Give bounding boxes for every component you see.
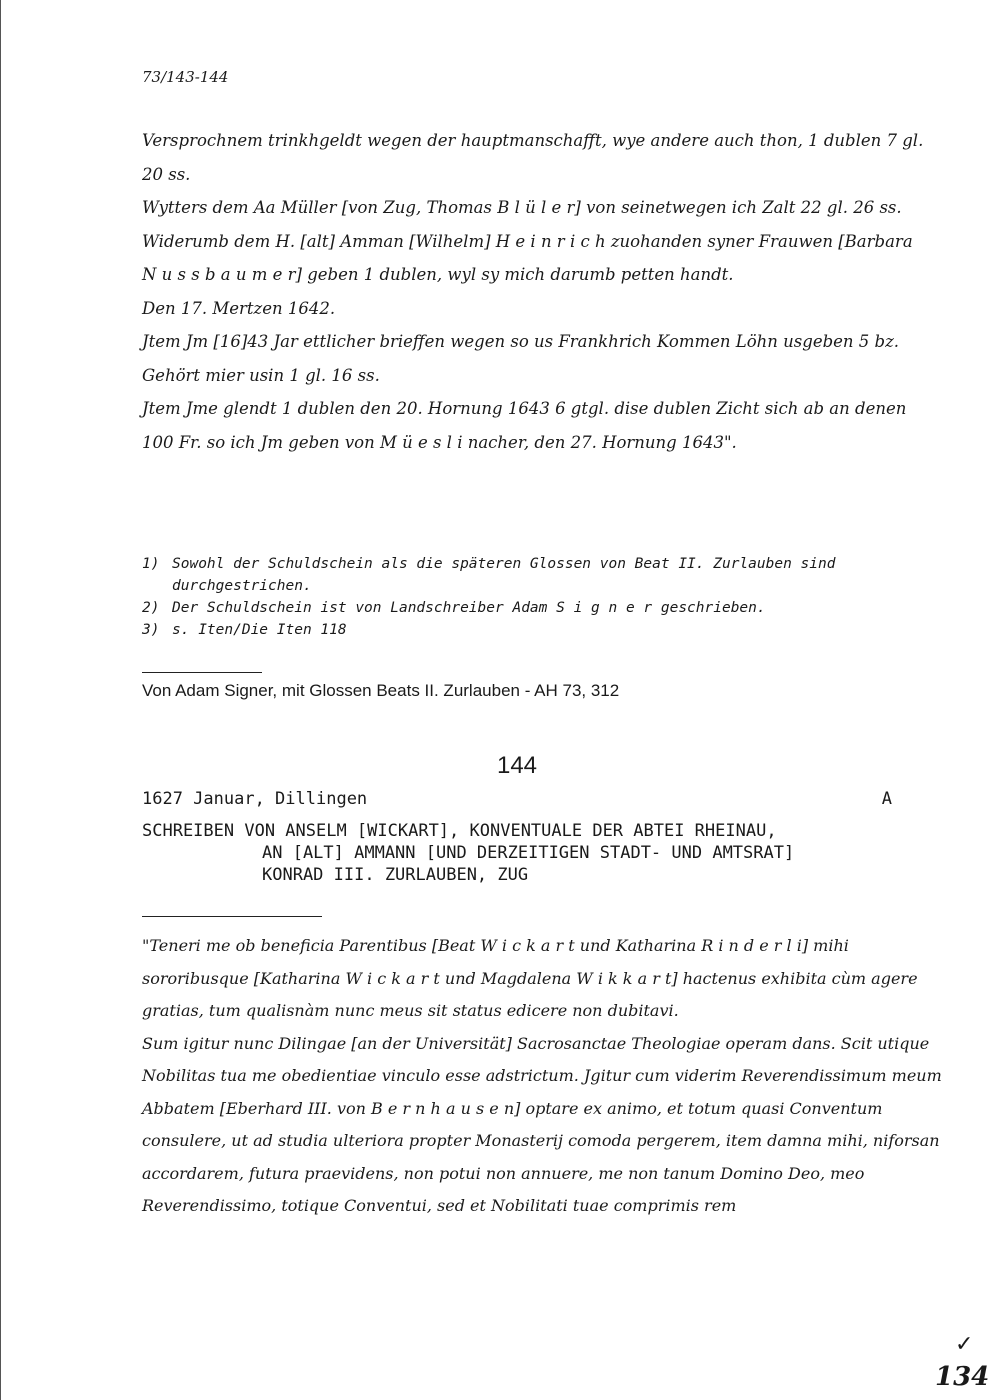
german-paragraph: Wytters dem Aa Müller [von Zug, Thomas B l ü l e r] von seinetwegen ich Zalt 22 gl. 26 ss. bbox=[142, 198, 902, 217]
heading-line: AN [ALT] AMMANN [UND DERZEITIGEN STADT- UND AMTSRAT] bbox=[262, 843, 795, 863]
footnote-number: 1) bbox=[142, 556, 160, 572]
footnotes bbox=[142, 553, 932, 641]
separator-rule bbox=[142, 672, 262, 673]
german-text-block bbox=[142, 124, 932, 459]
german-paragraph: Jtem Jme glendt 1 dublen den 20. Hornung 1643 6 gtgl. dise dublen Zicht sich ab an denen 100 Fr. so ich Jm geben von M ü e s l i nacher, den 27. Hornung 1643". bbox=[142, 399, 907, 452]
german-paragraph: Den 17. Mertzen 1642. bbox=[142, 298, 336, 318]
separator-rule bbox=[142, 916, 322, 917]
heading-line: KONRAD III. ZURLAUBEN, ZUG bbox=[262, 865, 529, 885]
latin-paragraph: Sum igitur nunc Dilingae [an der Universität] Sacrosanctae Theologiae operam dans. Scit utique Nobilitas tua me obedientiae vinculo esse adstrictum. Jgitur cum viderim Reverendissimum meum Abbatem [Eberhard III. von B e r n h a u s e n] optare ex animo, et totum quasi Conventum consulere, ut ad studia ulteriora propter Monasterij comoda pergerem, item damna mihi, niforsan accordarem, futura praevidens, non potui non annuere, me non tanum Domino Deo, meo Reverendissimo, totique Conventui, sed et Nobilitati tuae comprimis rem bbox=[142, 1033, 942, 1215]
footnote-number: 3) bbox=[142, 622, 160, 638]
latin-paragraph: "Teneri me ob beneficia Parentibus [Beat W i c k a r t und Katharina R i n d e r l i] mihi sororibusque [Katharina W i c k a r t und Magdalena W i k k a r t] hactenus exhibita cùm agere gratias, tum qualisnàm nunc meus sit status edicere non dubitavi. bbox=[142, 936, 918, 1020]
page-number: 134 bbox=[935, 1362, 990, 1392]
footnote bbox=[142, 619, 932, 641]
check-mark: ✓ bbox=[955, 1332, 974, 1357]
latin-text-block bbox=[142, 930, 942, 1223]
heading-line: SCHREIBEN VON ANSELM [WICKART], KONVENTUALE DER ABTEI RHEINAU, bbox=[142, 821, 777, 841]
date-place: 1627 Januar, Dillingen bbox=[142, 789, 368, 809]
footnote-text: Der Schuldschein ist von Landschreiber Adam S i g n e r geschrieben. bbox=[172, 600, 766, 616]
german-paragraph: Versprochnem trinkhgeldt wegen der hauptmanschafft, wye andere auch thon, 1 dublen 7 gl. 20 ss. bbox=[142, 131, 924, 184]
source-line: Von Adam Signer, mit Glossen Beats II. Zurlauben - AH 73, 312 bbox=[142, 681, 620, 700]
page-reference: 73/143-144 bbox=[142, 68, 229, 86]
version-marker: A bbox=[881, 789, 892, 809]
footnote-number: 2) bbox=[142, 600, 160, 616]
document-number: 144 bbox=[496, 752, 538, 779]
footnote-text: Sowohl der Schuldschein als die späteren Glossen von Beat II. Zurlauben sind durchgestrichen. bbox=[172, 556, 836, 594]
footnote-text: s. Iten/Die Iten 118 bbox=[172, 622, 347, 638]
dateline bbox=[142, 789, 892, 809]
document-heading bbox=[142, 820, 922, 886]
german-paragraph: Widerumb dem H. [alt] Amman [Wilhelm] H e i n r i c h zuohanden syner Frauwen [Barbara N u s s b a u m e r] geben 1 dublen, wyl sy mich darumb petten handt. bbox=[142, 231, 913, 284]
german-paragraph: Jtem Jm [16]43 Jar ettlicher brieffen wegen so us Frankhrich Kommen Löhn usgeben 5 bz. Gehört mier usin 1 gl. 16 ss. bbox=[142, 332, 900, 385]
footnote bbox=[142, 553, 932, 597]
footnote bbox=[142, 597, 932, 619]
left-page-edge bbox=[0, 0, 1, 1400]
